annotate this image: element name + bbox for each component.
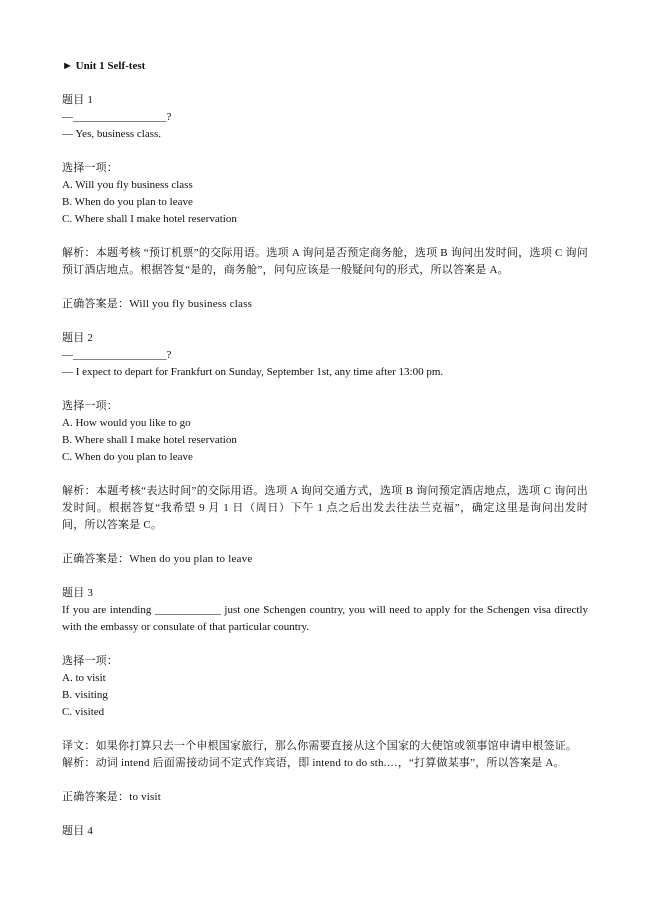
question-label: 题目 2	[62, 332, 94, 344]
option-b: B. When do you plan to leave	[62, 196, 193, 208]
translation-text: 译文：如果你打算只去一个申根国家旅行，那么你需要直接从这个国家的大使馆或领事馆申请申根签证。	[62, 740, 578, 752]
document-page	[62, 58, 588, 840]
question-2	[62, 330, 588, 568]
correct-answer: 正确答案是：to visit	[62, 791, 162, 803]
correct-answer: 正确答案是：When do you plan to leave	[62, 553, 253, 565]
analysis-text: 解析：动词 intend 后面需接动词不定式作宾语，即 intend to do sth.…，“打算做某事”，所以答案是 A。	[62, 757, 565, 769]
choose-label: 选择一项：	[62, 400, 118, 412]
option-c: C. When do you plan to leave	[62, 451, 193, 463]
analysis-text: 解析：本题考核 “预订机票”的交际用语。选项 A 询问是否预定商务舱，选项 B 询问出发时间，选项 C 询问预订酒店地点。根据答复“是的，商务舱”，问句应该是一般疑问句的形式，所以答案是 A。	[62, 247, 588, 276]
option-c: C. Where shall I make hotel reservation	[62, 213, 237, 225]
question-label: 题目 1	[62, 94, 94, 106]
question-response: — Yes, business class.	[62, 128, 162, 140]
option-b: B. Where shall I make hotel reservation	[62, 434, 237, 446]
document-title: ► Unit 1 Self-test	[62, 60, 146, 72]
question-response: — I expect to depart for Frankfurt on Sunday, September 1st, any time after 13:00 pm.	[62, 366, 444, 378]
option-a: A. to visit	[62, 672, 106, 684]
option-a: A. How would you like to go	[62, 417, 191, 429]
question-prompt: —_________________?	[62, 349, 172, 361]
question-label: 题目 3	[62, 587, 94, 599]
analysis-text: 解析：本题考核“表达时间”的交际用语。选项 A 询问交通方式，选项 B 询问预定酒店地点，选项 C 询问出发时间。根据答复“我希望 9 月 1 日（周日）下午 1 点之后出发去往法兰克福”，确定这里是询问出发时间，所以答案是 C。	[62, 485, 588, 531]
correct-answer: 正确答案是：Will you fly business class	[62, 298, 253, 310]
question-label: 题目 4	[62, 825, 94, 837]
question-3	[62, 585, 588, 806]
question-4	[62, 823, 588, 840]
question-prompt: If you are intending ____________ just one Schengen country, you will need to apply for the Schengen visa directly with the embassy or consulate of that particular country.	[62, 604, 588, 633]
choose-label: 选择一项：	[62, 655, 118, 667]
option-a: A. Will you fly business class	[62, 179, 193, 191]
option-c: C. visited	[62, 706, 105, 718]
choose-label: 选择一项：	[62, 162, 118, 174]
question-prompt: —_________________?	[62, 111, 172, 123]
option-b: B. visiting	[62, 689, 108, 701]
question-1	[62, 92, 588, 313]
